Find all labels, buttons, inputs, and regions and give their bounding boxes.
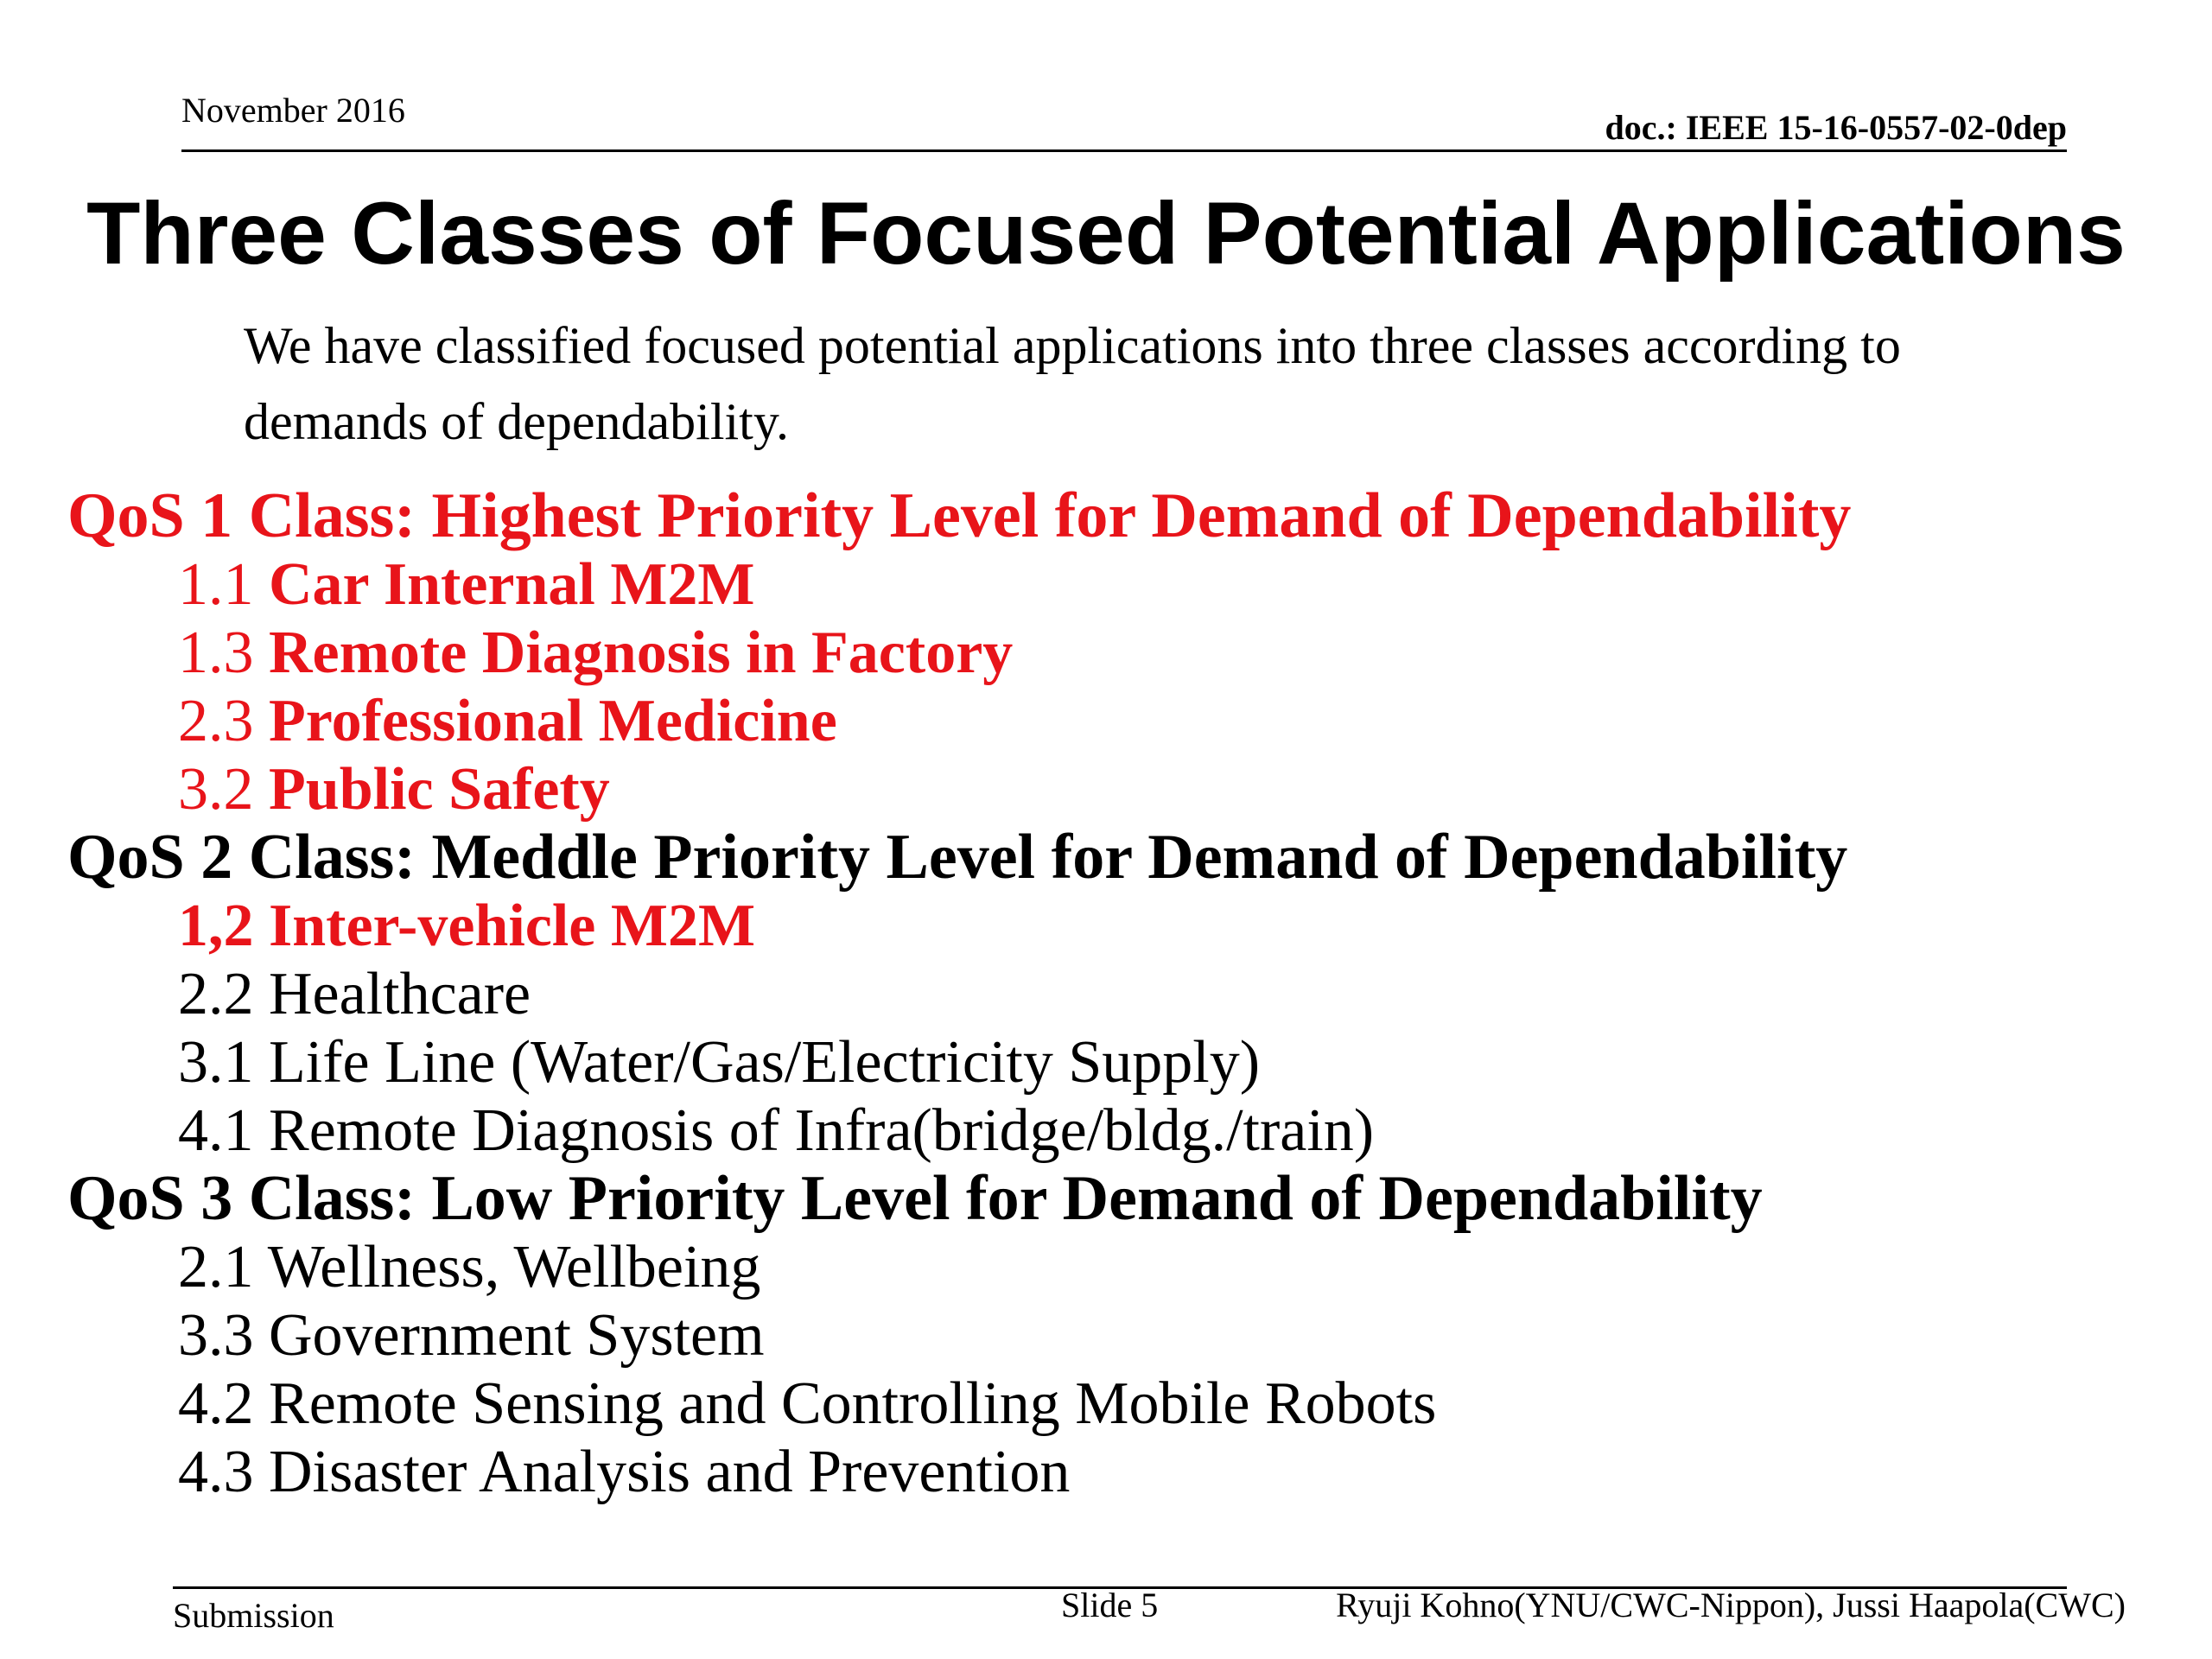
item-number: 2.3: [178, 688, 254, 754]
item-number: 3.1: [178, 1029, 254, 1096]
item-name: Inter-vehicle M2M: [269, 893, 756, 959]
qos3-item: [67, 1301, 2176, 1370]
item-name: Remote Sensing and Controlling Mobile Robots: [269, 1370, 1437, 1437]
qos2-heading: QoS 2 Class: Meddle Priority Level for Demand of Dependability: [67, 822, 1848, 893]
item-name: Car Internal M2M: [269, 551, 755, 618]
item-name: Remote Diagnosis of Infra(bridge/bldg./train): [269, 1097, 1375, 1164]
qos3-item: [67, 1233, 2176, 1301]
item-name: Healthcare: [269, 961, 531, 1027]
item-number: 4.2: [178, 1370, 254, 1437]
item-number: 3.3: [178, 1302, 254, 1369]
item-number: 2.1: [178, 1234, 254, 1300]
item-number: 1.3: [178, 620, 254, 686]
qos1-item: [67, 550, 2176, 619]
item-name: Wellness, Wellbeing: [267, 1234, 761, 1300]
qos2-item: [67, 1096, 2176, 1165]
item-name: Life Line (Water/Gas/Electricity Supply): [269, 1029, 1261, 1096]
qos3-heading: QoS 3 Class: Low Priority Level for Demand of Dependability: [67, 1163, 1763, 1234]
item-number: 2.2: [178, 961, 254, 1027]
item-name: Government System: [269, 1302, 765, 1369]
footer-authors: Ryuji Kohno(YNU/CWC-Nippon), Jussi Haapola(CWC): [1336, 1586, 2126, 1624]
qos3-item: [67, 1370, 2176, 1438]
footer-submission: Submission: [173, 1596, 334, 1635]
item-number: 1.1: [178, 551, 254, 618]
qos2-item: [67, 1028, 2176, 1096]
qos2-item-highlighted: [67, 892, 2176, 960]
item-number: 4.3: [178, 1439, 254, 1505]
header-date: November 2016: [181, 91, 405, 130]
intro-text: We have classified focused potential applications into three classes according to demands of dependability.: [244, 317, 1901, 450]
qos1-item: [67, 755, 2176, 823]
header-doc-id: doc.: IEEE 15-16-0557-02-0dep: [1605, 108, 2067, 147]
item-name: Professional Medicine: [269, 688, 837, 754]
header-divider: [181, 149, 2067, 152]
item-number: 3.2: [178, 756, 254, 823]
footer-slide-number: Slide 5: [1061, 1586, 1159, 1624]
qos1-item: [67, 687, 2176, 755]
item-name: Public Safety: [269, 756, 610, 823]
qos1-heading: QoS 1 Class: Highest Priority Level for Demand of Dependability: [67, 480, 1852, 551]
item-number: 1,2: [178, 893, 254, 959]
qos-class-list: [67, 482, 2176, 1506]
item-number: 4.1: [178, 1097, 254, 1164]
item-name: Disaster Analysis and Prevention: [269, 1439, 1071, 1505]
slide-title: Three Classes of Focused Potential Applications: [86, 184, 2126, 283]
qos2-item: [67, 960, 2176, 1028]
qos1-item: [67, 619, 2176, 687]
qos3-item: [67, 1438, 2176, 1506]
item-name: Remote Diagnosis in Factory: [269, 620, 1014, 686]
